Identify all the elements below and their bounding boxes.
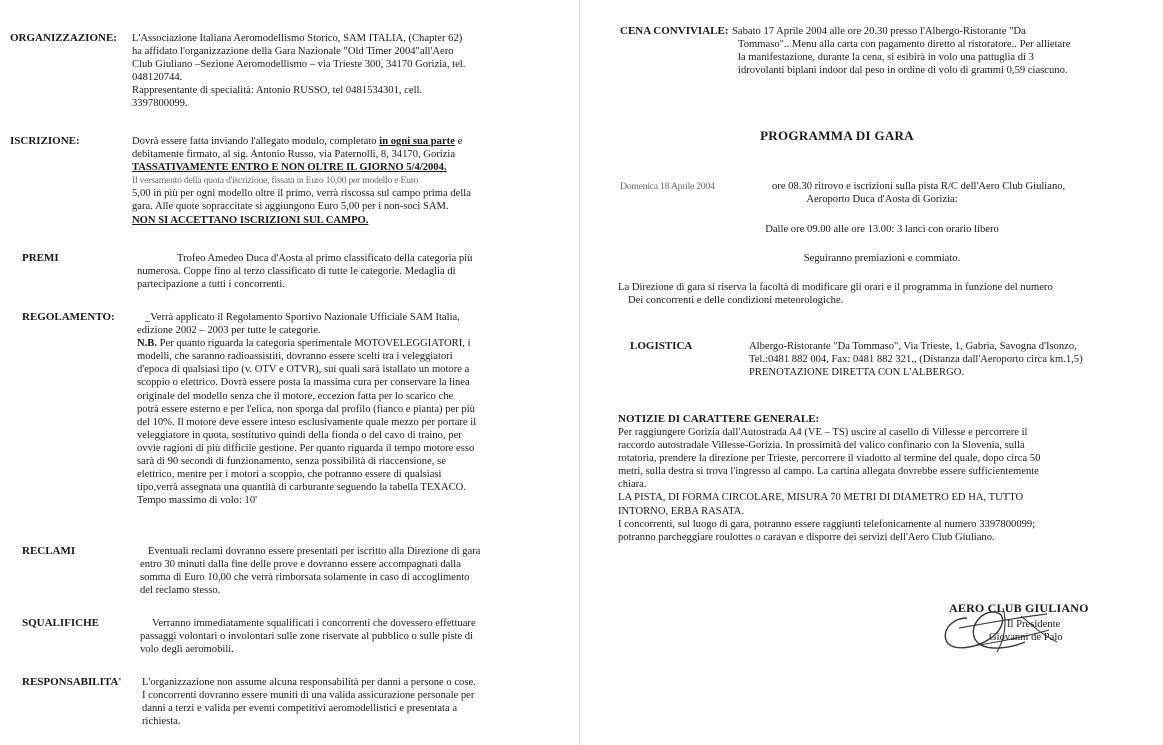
nb-label: N.B.: [137, 338, 158, 350]
text-line: partecipazione a tutti i concorrenti.: [137, 279, 285, 291]
text-line: gara. Alle quote sopraccitate si aggiungono Euro 5,00 per i non-soci SAM.: [132, 201, 449, 213]
text-line: metri, sulla destra si trova l'ingresso al campo. La cartina allegata dovrebbe essere sufficientemente: [618, 466, 1039, 478]
programma-place: Aeroporto Duca d'Aosta di Gorizia:: [806, 194, 958, 205]
text-line: numerosa. Coppe fino al terzo classificato di tutte le categorie. Medaglia di: [137, 266, 456, 278]
text-line: Rappresentante di specialità: Antonio RUSSO, tel 0481534301, cell.: [132, 85, 423, 97]
cena-text: [732, 25, 1122, 77]
text-line: potrà essere esterno e per l'elica, non sporga dal profilo (fianco e pianta) per più: [137, 403, 475, 415]
text-fragment: Per quanto riguarda la categoria sperimentale MOTOVELEGGIATORI, i: [157, 338, 471, 350]
text-line: del 10%. Il motore deve essere inteso esclusivamente quale mezzo per portare il: [137, 416, 477, 428]
text-line: modelli, che saranno radioassistiti, dovranno essere scelti tra i veleggiatori: [137, 351, 453, 363]
text-line: Eventuali reclami dovranno essere presentati per iscritto alla Direzione di gara: [148, 546, 481, 557]
text-line: idrovolanti biplani indoor dal peso in ordine di volo di grammi 0,59 ciascuno.: [738, 65, 1068, 77]
notizie-title: NOTIZIE DI CARATTERE GENERALE:: [618, 413, 820, 425]
text-line: richiesta.: [142, 716, 181, 728]
right-page: [582, 0, 1163, 745]
premi-text: [137, 252, 535, 291]
text-line: Per raggiungere Gorizia dall'Autostrada A4 (VE – TS) uscire al casello di Villesse e percorrere il: [618, 427, 1028, 438]
text-line: veleggiatore in quota, sostitutivo quindi della fionda o del cavo di traino, per: [137, 429, 462, 441]
text-line: edizione 2002 – 2003 per tutte le categorie.: [137, 325, 321, 337]
text-line: PRENOTAZIONE DIRETTA CON L'ALBERGO.: [749, 367, 965, 379]
text-line: Tel.:0481 882 004, Fax: 0481 882 321., (Distanza dall'Aeroporto circa km.1,5): [749, 354, 1083, 366]
text-line: sarà di 90 secondi di funzionamento, senza possibilità di riaccensione, se: [137, 456, 446, 468]
emphasis-text: in ogni sua parte: [379, 136, 455, 147]
text-line: volo degli aeromobili.: [140, 644, 234, 656]
premi-label: PREMI: [22, 252, 59, 264]
reclami-label: RECLAMI: [22, 545, 76, 557]
reclami-text: [140, 545, 535, 597]
notizie-text: [618, 426, 1138, 544]
text-line: raccordo autostradale Villesse-Gorizia. In prossimità del valico confinario con la Slovenia, sulla: [618, 440, 1025, 452]
text-line: del reclamo stesso.: [140, 585, 221, 597]
text-line: elettrico, mentre per i motori a scoppio, che potranno essere di qualsiasi: [137, 469, 442, 481]
text-line: potranno parcheggiare roulottes o caravan e disporre dei servizi dell'Aero Club Giuliano.: [618, 531, 995, 543]
programma-launches: Dalle ore 09.00 alle ore 13.00: 3 lanci con orario libero: [765, 224, 999, 235]
text-line: Tommaso".. Menu alla carta con pagamento diretto al ristoratore.. Per allietare: [738, 39, 1071, 51]
text-line: _Verrà applicato il Regolamento Sportivo Nazionale Ufficiale SAM Italia,: [145, 312, 460, 323]
programma-awards: Seguiranno premiazioni e commiato.: [803, 253, 961, 264]
signature-role: Il Presidente: [1007, 619, 1061, 630]
text-line: ovvie ragioni di più difficile gestione. Per quanto riguarda il tempo motore esso: [137, 442, 475, 454]
text-line: 5,00 in più per ogni modello oltre il primo, verrà riscossa sul campo prima della: [132, 188, 471, 200]
squalifiche-label: SQUALIFICHE: [22, 617, 100, 629]
text-line: L'Associazione Italiana Aeromodellismo Storico, SAM ITALIA, (Chapter 62): [132, 33, 463, 44]
text-line: Trofeo Amedeo Duca d'Aosta al primo classificato della categoria più: [177, 253, 473, 264]
text-line: Verranno immediatamente squalificati i concorrenti che dovessero effettuare: [152, 618, 476, 629]
text-fragment: Dovrà essere fatta inviando l'allegato modulo, completato: [132, 136, 380, 147]
iscrizione-text: [132, 135, 524, 227]
text-line: la manifestazione, durante la cena, si esibirà in volo una pattuglia di 3: [738, 52, 1034, 64]
no-onsite-registration-notice: NON SI ACCETTANO ISCRIZIONI SUL CAMPO.: [132, 214, 369, 226]
signature-name: Giovanni de Palo: [989, 632, 1063, 643]
signature-org: AERO CLUB GIULIANO: [949, 601, 1089, 615]
text-line: d'epoca di qualsiasi tipo (v. OTV e OTVR), sui quali sarà istallato un motore a: [137, 364, 470, 376]
programma-title: PROGRAMMA DI GARA: [760, 128, 914, 143]
programma-date: Domenica 18 Aprile 2004: [620, 181, 715, 192]
text-line: Sabato 17 Aprile 2004 alle ore 20.30 presso l'Albergo-Ristorante "Da: [732, 26, 1026, 37]
organizzazione-text: [132, 32, 522, 111]
responsabilita-text: [142, 676, 535, 728]
responsabilita-label: RESPONSABILITA': [22, 676, 122, 688]
squalifiche-text: [140, 617, 535, 656]
logistica-label: LOGISTICA: [630, 340, 693, 352]
deadline-text: TASSATIVAMENTE ENTRO E NON OLTRE IL GIORNO 5/4/2004.: [132, 162, 447, 174]
text-line: chiara.: [618, 479, 647, 491]
text-line: Club Giuliano –Sezione Aeromodellismo – via Trieste 300, 34170 Gorizia, tel.: [132, 59, 466, 71]
signature-block: [937, 598, 1117, 660]
text-fragment: e: [454, 136, 463, 147]
faded-text-line: Il versamento della quota d'iscrizione, fissata in Euro 10,00 per modello e Euro: [132, 175, 419, 187]
regolamento-text: [137, 311, 535, 507]
text-line: INTORNO, ERBA RASATA.: [618, 505, 745, 517]
programma-note: [618, 281, 1138, 307]
text-line: 048120744.: [132, 72, 183, 84]
text-line: danni a terzi e valida per eventi competitivi aeromodellistici e presentata a: [142, 703, 458, 715]
text-line: entro 30 minuti dalla fine delle prove e dovranno essere accompagnati dalla: [140, 559, 461, 571]
text-line: passaggi volontari o involontari sulle zone riservate al pubblico o sulle piste di: [140, 631, 474, 643]
programma-time: ore 08.30 ritrovo e iscrizioni sulla pista R/C dell'Aero Club Giuliano,: [772, 181, 1066, 192]
text-line: scoppio o elettrico. Dovrà essere posta la massima cura per conservare la linea: [137, 377, 470, 389]
text-line: I concorrenti dovranno essere muniti di una valida assicurazione personale per: [142, 690, 475, 702]
text-line: debitamente firmato, al sig. Antonio Russo, via Paternolli, 8, 34170, Gorizia: [132, 149, 456, 161]
text-line: La Direzione di gara si riserva la facoltà di modificare gli orari e il programma in funzione del numero: [618, 282, 1053, 293]
text-line: tipo,verrà assegnata una quantità di carburante seguendo la tabella TEXACO.: [137, 482, 466, 494]
text-line: Tempo massimo di volo: 10': [137, 495, 258, 507]
cena-label: CENA CONVIVIALE:: [620, 25, 729, 37]
text-line: rotatoria, prendere la direzione per Trieste, percorrere il viadotto al termine del quale, dopo circa 50: [618, 453, 1041, 465]
text-line: L'organizzazione non assume alcuna responsabilità per danni a persone o cose.: [142, 677, 476, 688]
logistica-text: [749, 340, 1149, 379]
text-line: originale del modello senza che il motore, eccezion fatta per lo scarico che: [137, 390, 454, 402]
text-line: 3397800099.: [132, 98, 188, 110]
regolamento-label: REGOLAMENTO:: [22, 311, 115, 323]
left-page: [0, 0, 580, 745]
iscrizione-label: ISCRIZIONE:: [10, 135, 80, 147]
text-line: LA PISTA, DI FORMA CIRCOLARE, MISURA 70 METRI DI DIAMETRO ED HA, TUTTO: [618, 492, 1024, 504]
organizzazione-label: ORGANIZZAZIONE:: [10, 32, 117, 44]
text-line: somma di Euro 10,00 che verrà rimborsata solamente in caso di accoglimento: [140, 572, 470, 584]
text-line: Albergo-Ristorante "Da Tommaso", Via Trieste, 1, Gabria, Savogna d'Isonzo,: [749, 341, 1077, 352]
text-line: [132, 135, 524, 148]
text-line: I concorrenti, sul luogo di gara, potranno essere raggiunti telefonicamente al numero 3397800099;: [618, 518, 1036, 530]
text-line: Dei concorrenti e delle condizioni meteorologiche.: [628, 295, 844, 307]
text-line: ha affidato l'organizzazione della Gara Nazionale "Old Timer 2004"all'Aero: [132, 46, 454, 58]
text-line: [137, 337, 535, 350]
